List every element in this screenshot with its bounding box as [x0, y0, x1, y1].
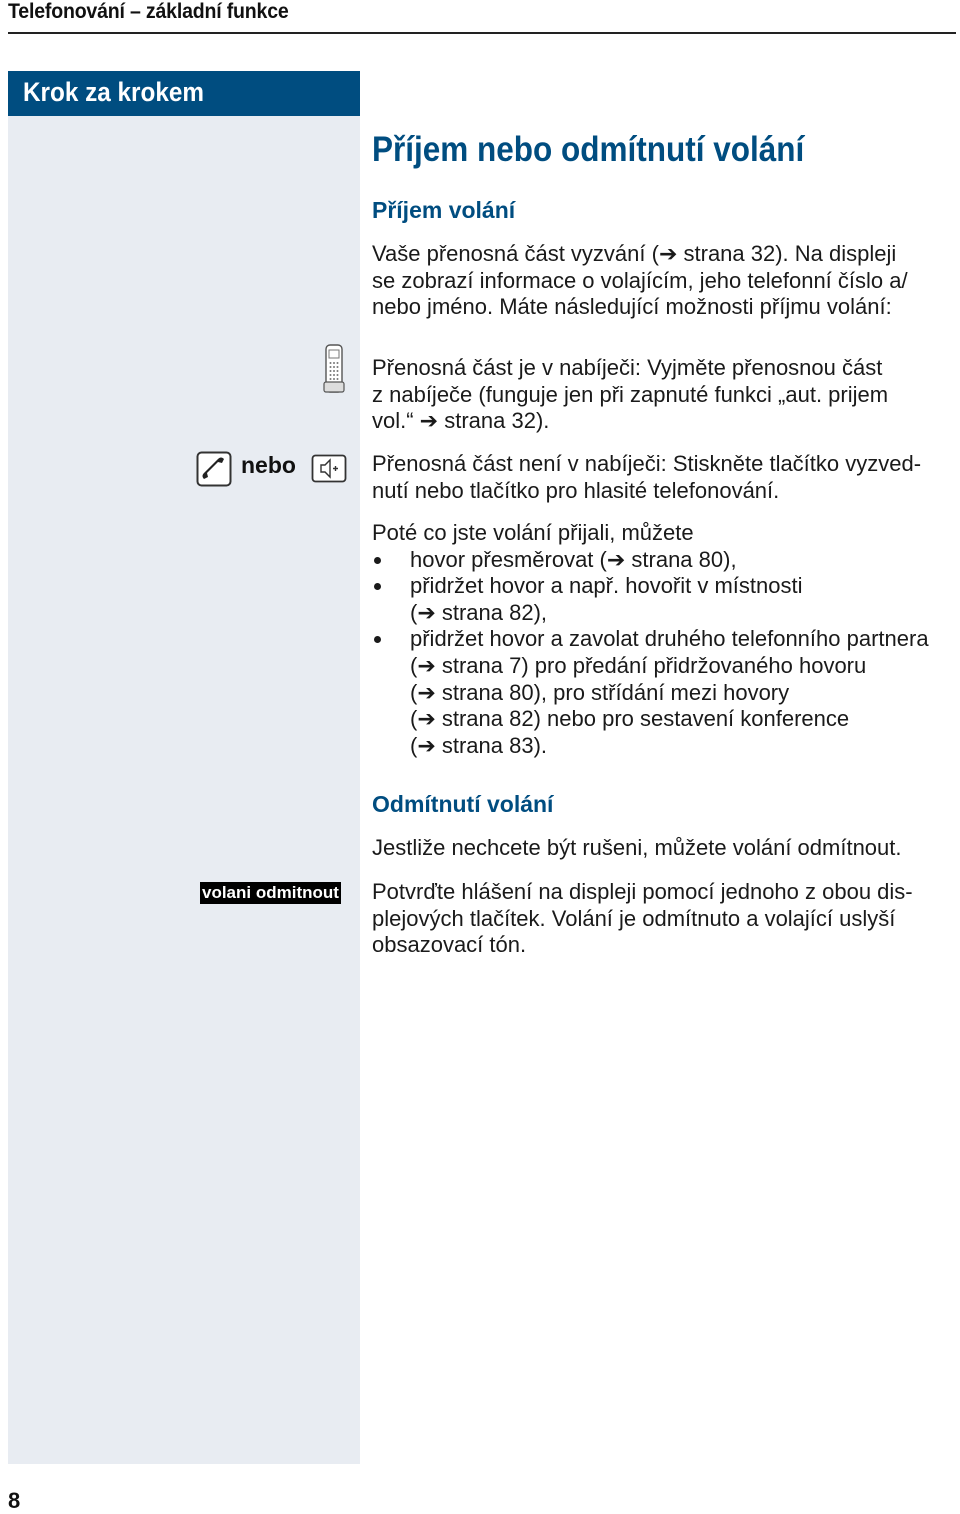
- speaker-key-icon[interactable]: [311, 454, 347, 483]
- softkey-volani-odmitnout[interactable]: volani odmitnout: [202, 883, 339, 902]
- text-line: (➔ strana 83).: [410, 732, 548, 758]
- sidebar-title: Krok za krokem: [23, 77, 204, 107]
- reject-step-paragraph: [372, 879, 960, 959]
- list-item: [372, 547, 960, 574]
- text-line: z nabíječe (funguje jen při zapnuté funkci „aut. prijem: [372, 381, 889, 407]
- text-line: (➔ strana 82) nebo pro sestavení konference: [410, 706, 850, 732]
- text-line: nebo jméno. Máte následující možnosti příjmu volání:: [372, 294, 892, 320]
- text-line: hovor přesměrovat (➔ strana 80),: [410, 546, 737, 572]
- step-charger-paragraph: [372, 355, 960, 435]
- options-list: [372, 520, 960, 759]
- text-line: Jestliže nechcete být rušeni, můžete volání odmítnout.: [372, 835, 902, 860]
- reject-intro: [372, 835, 960, 862]
- text-line: Potvrďte hlášení na displeji pomocí jednoho z obou dis-: [372, 879, 913, 904]
- text-line: Přenosná část není v nabíječi: Stiskněte tlačítko vyzved-: [372, 451, 922, 476]
- off-hook-key-icon[interactable]: [196, 451, 232, 487]
- text-line: vol.“ ➔ strana 32).: [372, 408, 550, 434]
- page-title: Příjem nebo odmítnutí volání: [372, 130, 805, 169]
- text-line: (➔ strana 80), pro střídání mezi hovory: [410, 679, 790, 705]
- header-rule: [8, 32, 956, 34]
- list-item: [372, 626, 960, 759]
- nebo-label: nebo: [241, 452, 296, 478]
- section-heading-prijem: Příjem volání: [372, 197, 516, 223]
- section-heading-odmitnuti: Odmítnutí volání: [372, 791, 554, 817]
- text-line: obsazovací tón.: [372, 932, 527, 958]
- text-line: (➔ strana 7) pro předání přidržovaného hovoru: [410, 652, 867, 678]
- sidebar-header: [8, 71, 360, 116]
- step-key-paragraph: [372, 451, 960, 504]
- handset-in-charger-icon: [323, 344, 345, 394]
- text-line: přidržet hovor a zavolat druhého telefonního partnera: [410, 626, 929, 652]
- text-line: Vaše přenosná část vyzvání (➔ strana 32). Na displeji: [372, 241, 897, 266]
- text-line: Přenosná část je v nabíječi: Vyjměte přenosnou část: [372, 355, 883, 380]
- sidebar: [8, 71, 360, 1464]
- list-item: [372, 573, 960, 626]
- text-line: nutí nebo tlačítko pro hlasité telefonování.: [372, 477, 780, 503]
- text-line: se zobrazí informace o volajícím, jeho telefonní číslo a/: [372, 267, 908, 293]
- page-number: 8: [8, 1488, 21, 1513]
- text-line: přidržet hovor a např. hovořit v místnosti: [410, 573, 803, 599]
- page-header-title: Telefonování – základní funkce: [8, 0, 289, 23]
- text-line: plejových tlačítek. Volání je odmítnuto a volající uslyší: [372, 905, 896, 931]
- text-line: Poté co jste volání přijali, můžete: [372, 520, 694, 545]
- text-line: (➔ strana 82),: [410, 599, 548, 625]
- intro-paragraph: [372, 241, 960, 321]
